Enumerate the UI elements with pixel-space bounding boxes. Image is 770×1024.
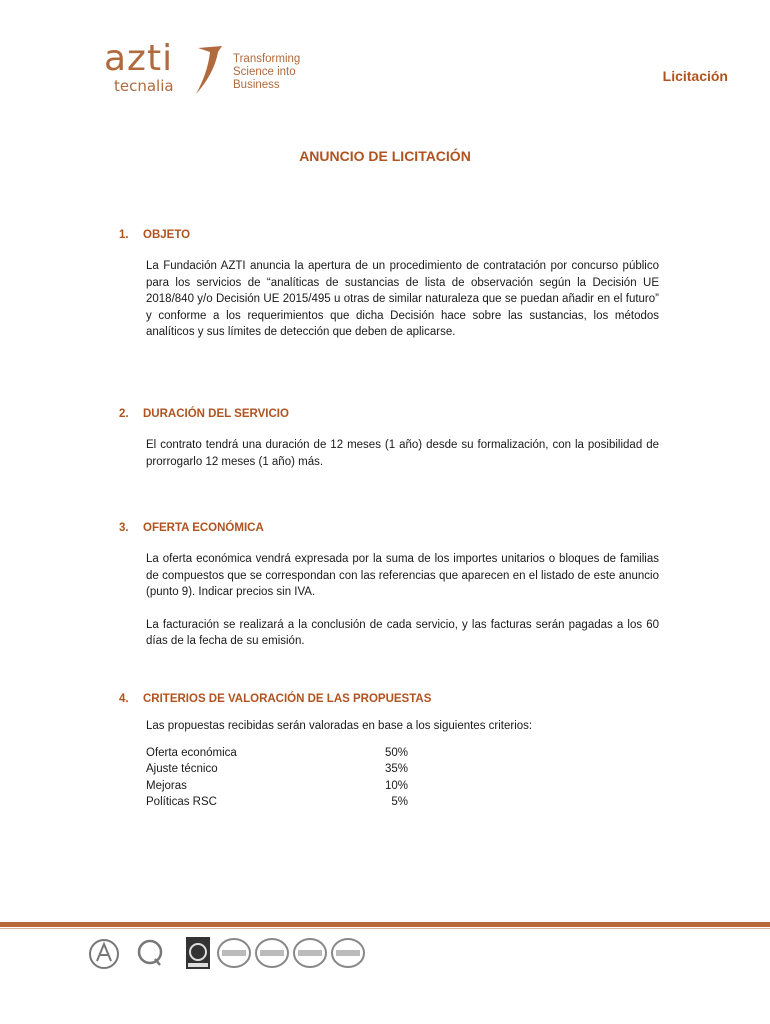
criteria-list [146,745,659,811]
section-heading [119,522,659,534]
dnvgl-cert-icon [218,939,250,967]
footer-rule [0,922,770,927]
criteria-value: 5% [391,796,408,808]
criteria-name: Mejoras [146,779,187,792]
logo-tagline-line: Science into [233,66,296,78]
section-heading [119,693,659,705]
section-body [146,718,659,811]
dnvgl-cert-icon [332,939,364,967]
section-heading [119,229,659,241]
paragraph: Las propuestas recibidas serán valoradas en base a los siguientes criterios: [146,720,533,732]
section-title: CRITERIOS DE VALORACIÓN DE LAS PROPUESTAS [143,693,432,705]
criteria-name: Oferta económica [146,746,237,759]
section-duracion [119,408,659,470]
section-title: DURACIÓN DEL SERVICIO [143,408,289,420]
criteria-row [146,794,659,811]
section-title: OFERTA ECONÓMICA [143,522,264,534]
criteria-row [146,761,659,778]
criteria-name: Ajuste técnico [146,763,218,775]
section-number: 2. [119,408,129,420]
logo-name: azti [104,38,174,79]
section-number: 4. [119,693,129,705]
document-title: ANUNCIO DE LICITACIÓN [299,148,471,164]
section-title: OBJETO [143,229,191,241]
section-body [146,258,659,341]
paragraph: La facturación se realizará a la conclusión de cada servicio, y las facturas serán pagadas a los 60 días de la fecha de su emisión. [146,618,659,647]
a-cert-icon [90,940,118,968]
criteria-value: 50% [384,746,408,759]
iso-cert-icon [186,937,210,969]
logo-sub: tecnalia [114,77,174,95]
header-label: Licitación [662,68,728,84]
section-criterios [119,693,659,811]
paragraph: El contrato tendrá una duración de 12 meses (1 año) desde su formalización, con la posibilidad de prorrogarlo 12 meses (1 año) más. [146,439,659,468]
section-body [146,437,659,470]
dnvgl-cert-icon [294,939,326,967]
logo-tagline-line: Business [233,79,280,91]
paragraph: La oferta económica vendrá expresada por la suma de los importes unitarios o bloques de familias de compuestos que se correspondan con las referencias que aparecen en el listado de este anuncio (punto 9). Indicar precios sin IVA. [146,553,659,598]
section-objeto [119,229,659,341]
footer-rule-thin [0,928,770,929]
criteria-row [146,778,659,795]
criteria-value: 10% [384,779,408,792]
criteria-row [146,745,659,762]
paragraph: La Fundación AZTI anuncia la apertura de un procedimiento de contratación por concurso público para los servicios de “analíticas de sustancias de lista de observación según la Decisión UE 2018/840 y/o Decisión UE 2015/495 u otras de similar naturaleza que se puedan añadir en el futuro” y conforme a los requerimientos que dicha Decisión hace sobre las sustancias, los métodos analíticos y sus límites de detección que deben de aplicarse. [146,260,659,338]
dnvgl-cert-icon [256,939,288,967]
certification-logos [88,934,388,974]
section-body [146,551,659,650]
section-number: 1. [119,229,129,241]
section-number: 3. [119,522,129,534]
section-heading [119,408,659,420]
criteria-name: Políticas RSC [146,796,217,808]
section-oferta-economica [119,522,659,650]
logo-tagline [233,53,300,92]
criteria-value: 35% [384,763,408,775]
azti-tecnalia-logo [104,38,314,100]
logo-tagline-line: Transforming [233,53,301,65]
logo-swoosh-icon [188,44,228,96]
q-cert-icon [139,941,161,965]
